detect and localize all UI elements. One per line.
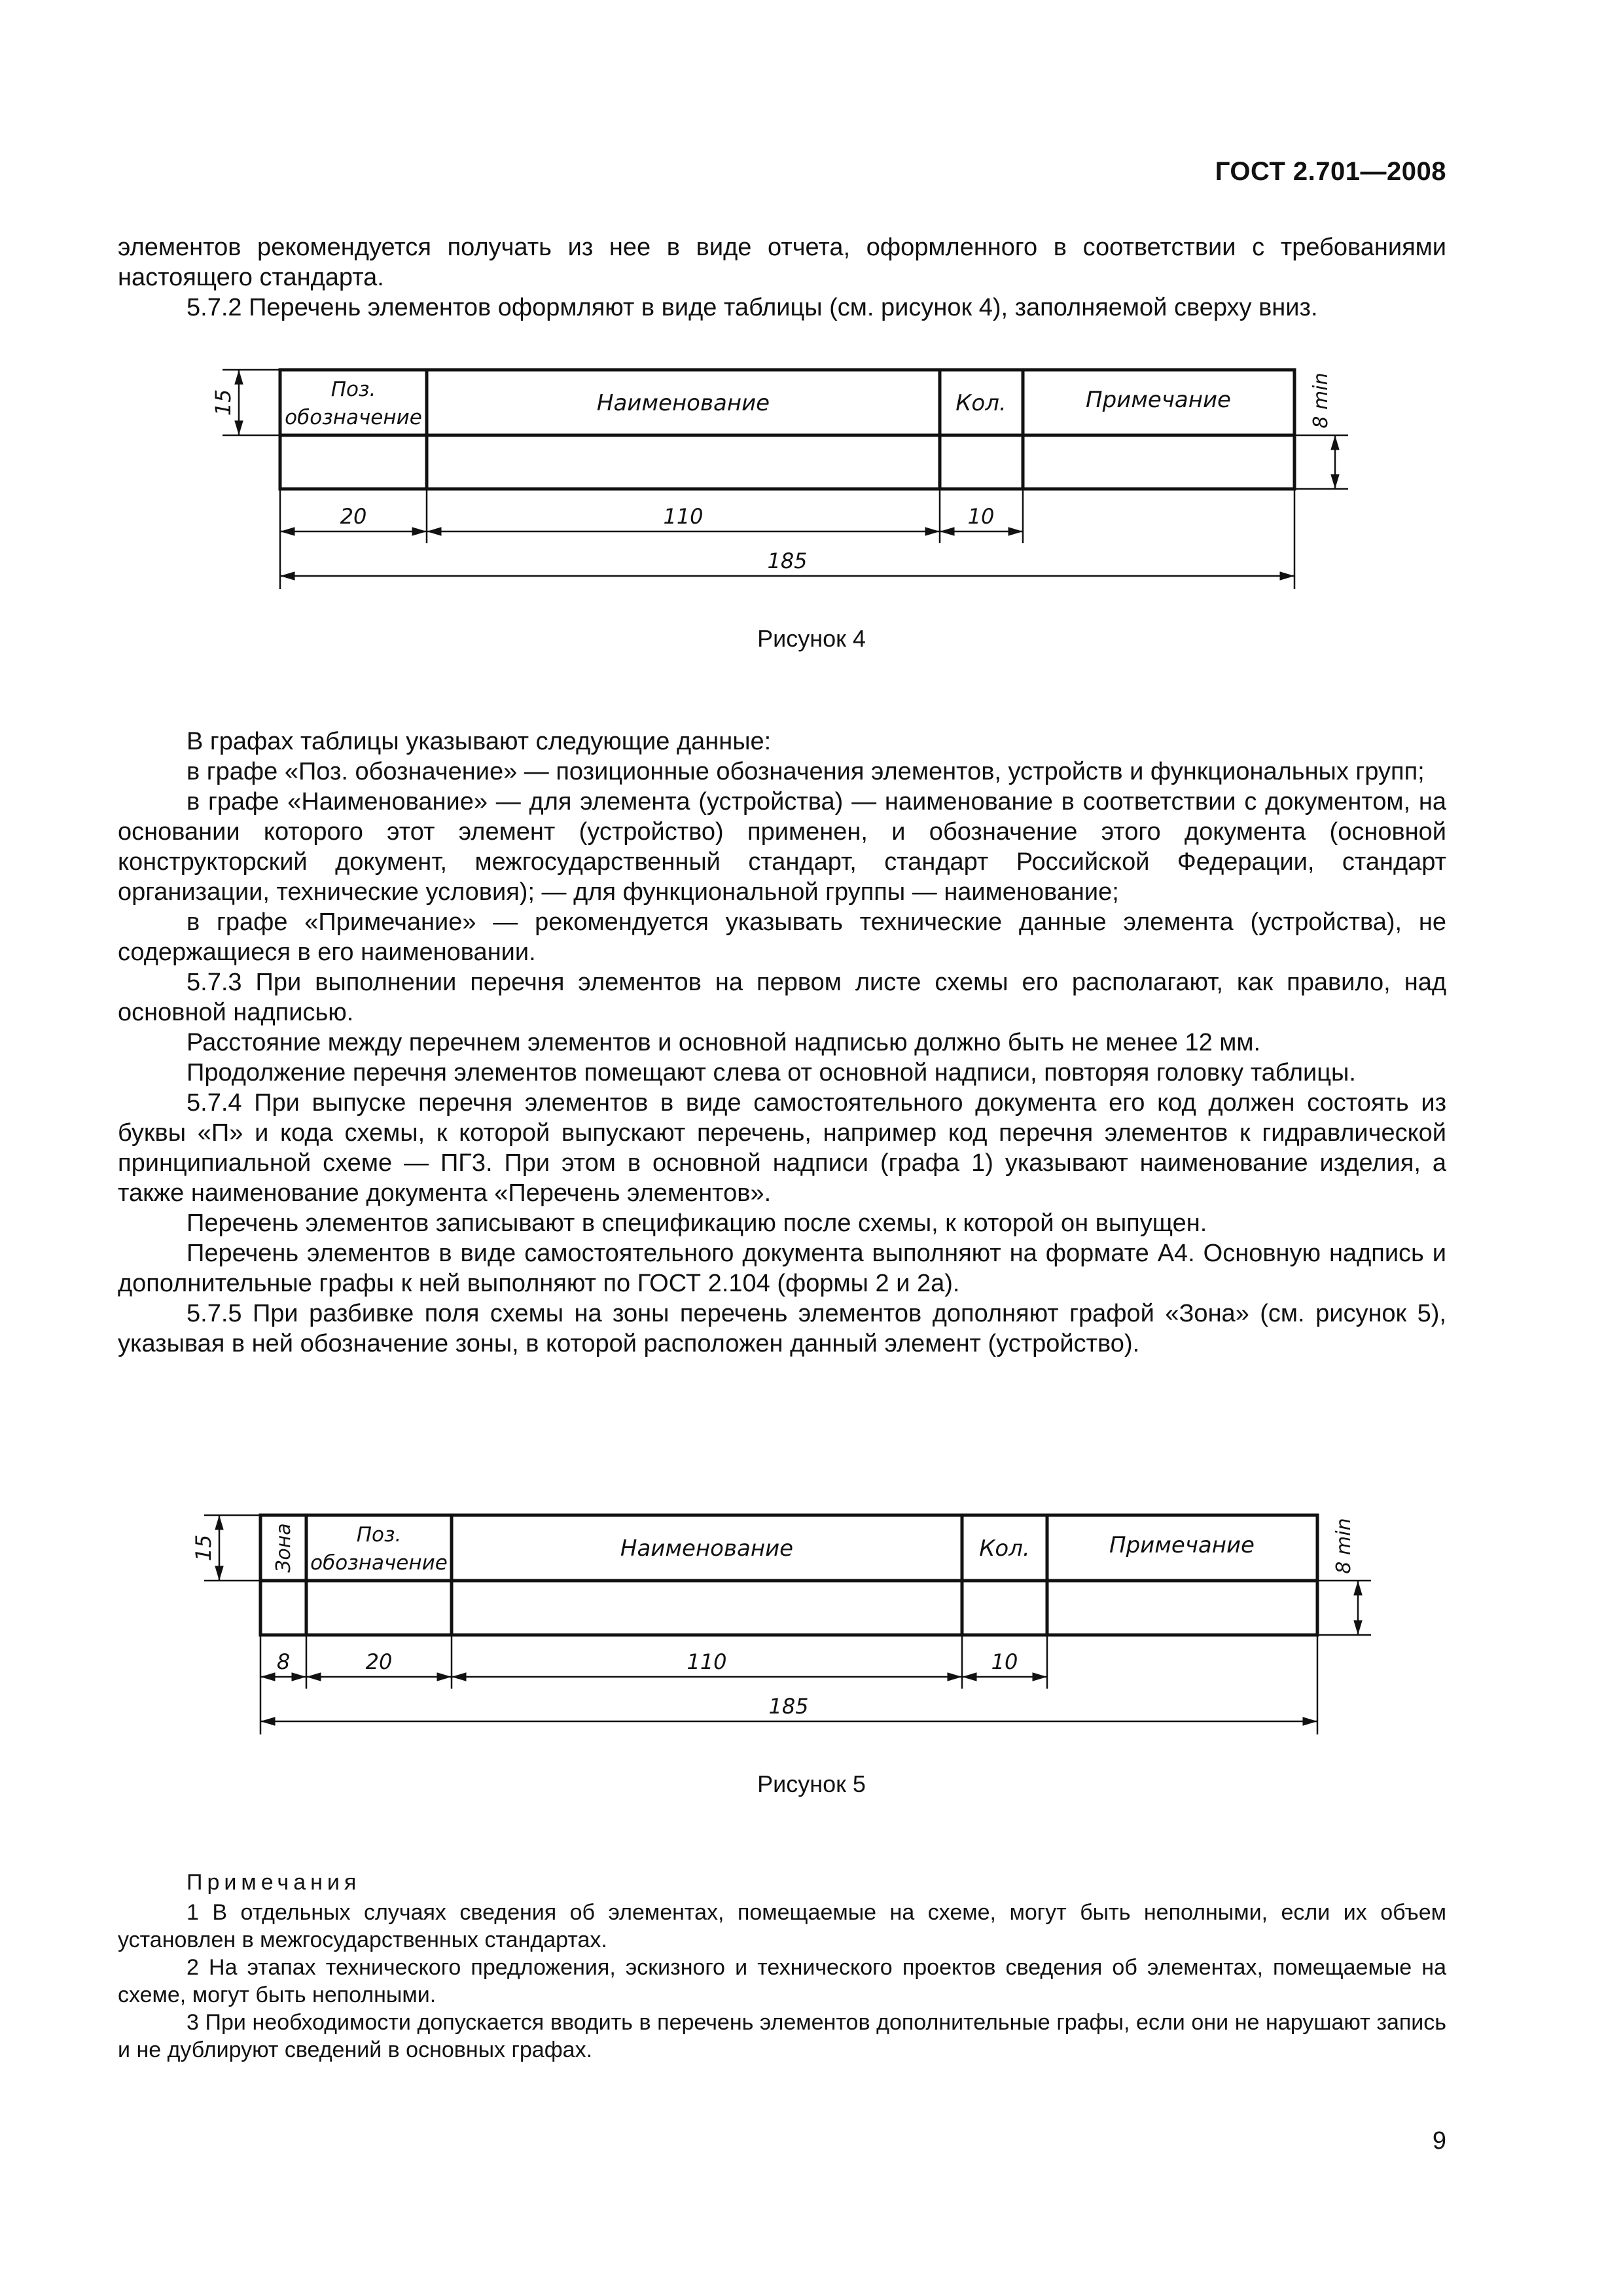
note-3: 3 При необходимости допускается вводить в перечень элементов дополнительные графы, если они не нарушают запись и не дублируют сведений в основных графах. bbox=[118, 2010, 1446, 2062]
dim-label-row-height: 8 min bbox=[1332, 1518, 1355, 1574]
dim-label-name: 110 bbox=[663, 504, 704, 529]
dim-label-name: 110 bbox=[687, 1649, 727, 1674]
dim-label-total: 185 bbox=[768, 1694, 809, 1719]
dim-label-qty: 10 bbox=[967, 504, 995, 529]
dim-label-row-height: 8 min bbox=[1310, 372, 1332, 429]
paragraph: элементов рекомендуется получать из нее в виде отчета, оформленного в соответствии с требованиями настоящего стандарта. bbox=[118, 234, 1446, 291]
paragraph: Перечень элементов записывают в спецификацию после схемы, к которой он выпущен. bbox=[187, 1210, 1207, 1237]
note-2: 2 На этапах технического предложения, эскизного и технического проектов сведения об элементах, помещаемые на схеме, могут быть неполными. bbox=[118, 1955, 1446, 2007]
header-pos-line2: обозначение bbox=[310, 1551, 448, 1575]
header-qty: Кол. bbox=[979, 1535, 1030, 1562]
header-name: Наименование bbox=[596, 390, 770, 416]
main-text bbox=[118, 726, 1446, 1359]
paragraph: В графах таблицы указывают следующие данные: bbox=[187, 728, 772, 755]
notes-title: Примечания bbox=[187, 1870, 361, 1895]
page-number: 9 bbox=[1432, 2127, 1446, 2155]
paragraph: Расстояние между перечнем элементов и основной надписью должно быть не менее 12 мм. bbox=[187, 1029, 1261, 1056]
header-pos-line2: обозначение bbox=[285, 406, 422, 429]
paragraph: в графе «Примечание» — рекомендуется указывать технические данные элемента (устройства), не содержащиеся в его наименовании. bbox=[118, 908, 1446, 966]
dim-label-header-height: 15 bbox=[191, 1534, 216, 1562]
paragraph-5-7-2: 5.7.2 Перечень элементов оформляют в виде таблицы (см. рисунок 4), заполняемой сверху вниз. bbox=[187, 294, 1318, 321]
paragraph: Перечень элементов в виде самостоятельного документа выполняют на формате А4. Основную надпись и дополнительные графы к ней выполняют по ГОСТ 2.104 (формы 2 и 2а). bbox=[118, 1240, 1446, 1297]
header-note: Примечание bbox=[1086, 387, 1231, 413]
header-note: Примечание bbox=[1109, 1532, 1255, 1558]
header-pos-line1: Поз. bbox=[356, 1523, 402, 1547]
dim-label-zone: 8 bbox=[276, 1649, 291, 1674]
paragraph-5-7-4: 5.7.4 При выпуске перечня элементов в виде самостоятельного документа его код должен состоять из буквы «П» и кода схемы, к которой выпускают перечень, например код перечня элементов к гидравлической принципиальной схеме — ПГ3. При этом в основной надписи (графа 1) указывают наименование изделия, а также наименование документа «Перечень элементов». bbox=[118, 1089, 1446, 1207]
header-name: Наименование bbox=[620, 1535, 794, 1562]
paragraph-5-7-3: 5.7.3 При выполнении перечня элементов на первом листе схемы его располагают, как правило, над основной надписью. bbox=[118, 969, 1446, 1026]
notes-section bbox=[118, 1869, 1446, 2064]
header-zone: Зона bbox=[272, 1523, 295, 1573]
header-qty: Кол. bbox=[955, 390, 1007, 416]
dim-label-total: 185 bbox=[767, 548, 808, 573]
paragraph: в графе «Наименование» — для элемента (устройства) — наименование в соответствии с документом, на основании которого этот элемент (устройство) применен, и обозначение этого документа (основной конструкторский документ, межгосударственный стандарт, стандарт Российской Федерации, стандарт организации, технические условия); — для функциональной группы — наименование; bbox=[118, 788, 1446, 906]
dim-label-pos: 20 bbox=[340, 504, 367, 529]
figure-5-table-diagram bbox=[0, 1473, 1623, 1767]
figure-4-table-diagram bbox=[0, 0, 1623, 655]
document-code-header: ГОСТ 2.701—2008 bbox=[1215, 157, 1446, 186]
figure-5-caption: Рисунок 5 bbox=[757, 1770, 866, 1797]
dim-label-pos: 20 bbox=[365, 1649, 393, 1674]
paragraph: в графе «Поз. обозначение» — позиционные обозначения элементов, устройств и функциональных групп; bbox=[187, 758, 1425, 785]
figure-4-caption: Рисунок 4 bbox=[757, 625, 866, 652]
dim-label-qty: 10 bbox=[991, 1649, 1018, 1674]
header-pos-line1: Поз. bbox=[330, 378, 376, 401]
dim-label-header-height: 15 bbox=[211, 389, 236, 416]
paragraph: Продолжение перечня элементов помещают слева от основной надписи, повторяя головку таблицы. bbox=[187, 1059, 1356, 1086]
paragraph-5-7-5: 5.7.5 При разбивке поля схемы на зоны перечень элементов дополняют графой «Зона» (см. рисунок 5), указывая в ней обозначение зоны, в которой расположен данный элемент (устройство). bbox=[118, 1300, 1446, 1357]
note-1: 1 В отдельных случаях сведения об элементах, помещаемые на схеме, могут быть неполными, если их объем установлен в межгосударственных стандартах. bbox=[118, 1900, 1446, 1952]
